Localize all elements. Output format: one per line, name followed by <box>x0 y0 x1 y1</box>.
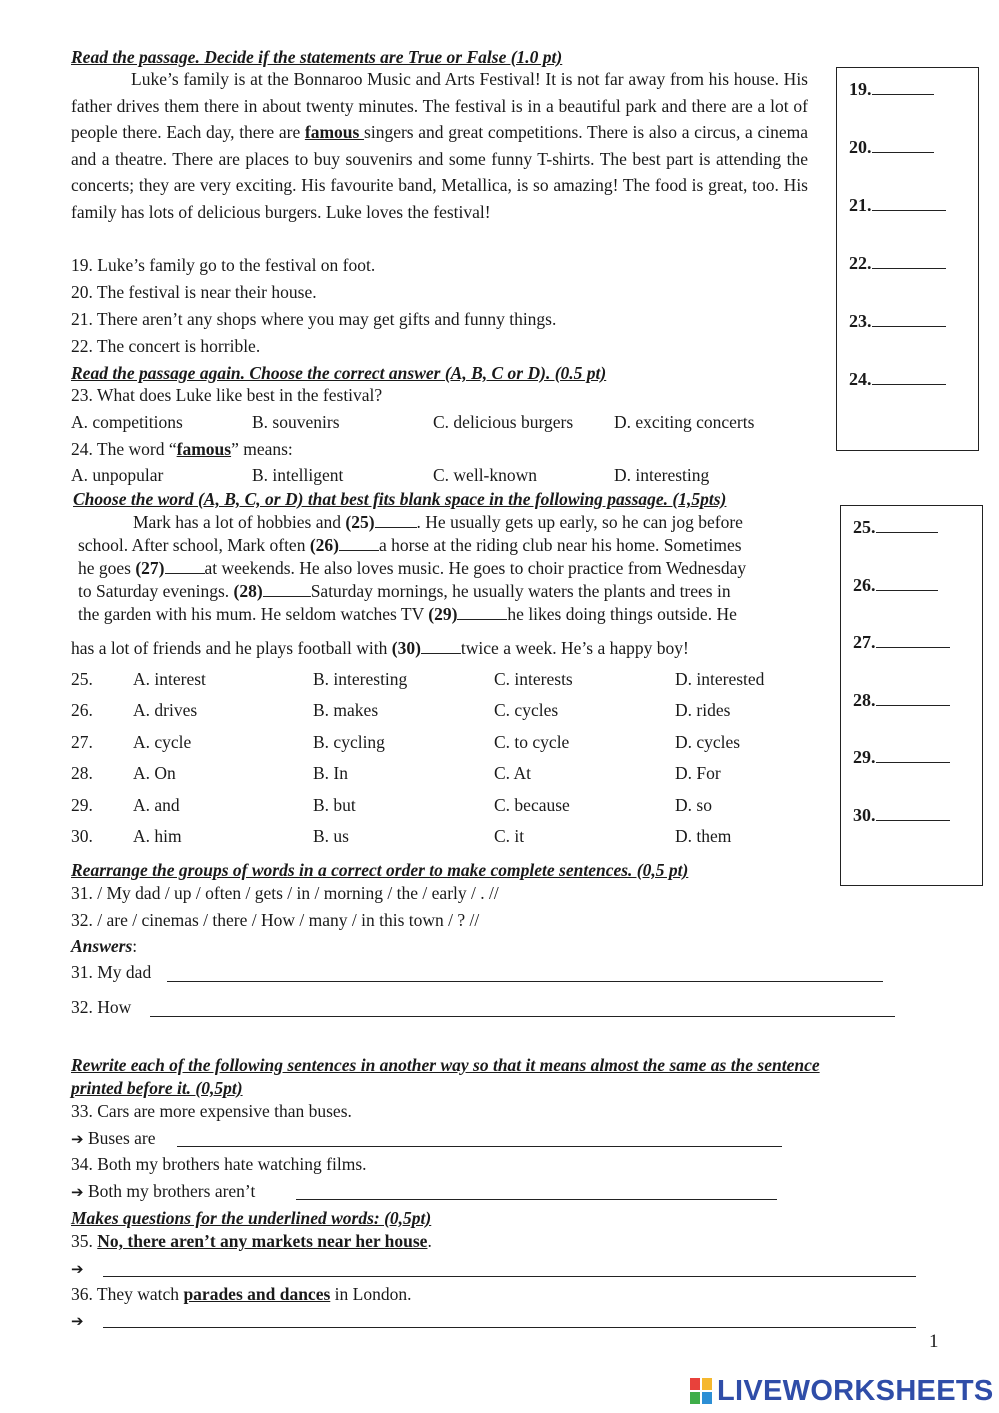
q27-option-d[interactable]: D. cycles <box>675 732 741 752</box>
page-number: 1 <box>929 1331 939 1352</box>
answer-32-prefix: 32. How <box>71 997 132 1017</box>
q35-underlined-words: No, there aren’t any markets near her house <box>97 1231 428 1251</box>
q23-option-d[interactable]: D. exciting concerts <box>614 412 755 432</box>
answers-label: Answers: <box>71 936 138 956</box>
question-34: 34. Both my brothers hate watching films. <box>71 1154 367 1174</box>
q24-option-d[interactable]: D. interesting <box>614 465 710 485</box>
section-6-header: Makes questions for the underlined words: (0,5pt) <box>71 1208 432 1228</box>
answer-slot-21[interactable]: 21. <box>849 194 946 216</box>
answer-34-line[interactable] <box>296 1199 777 1200</box>
answer-33-line[interactable] <box>177 1146 782 1147</box>
answer-35-arrow <box>71 1258 84 1279</box>
q30-option-c[interactable]: C. it <box>494 826 525 846</box>
answer-slot-28[interactable]: 28. <box>853 689 950 711</box>
question-31: 31. / My dad / up / often / gets / in / morning / the / early / . // <box>71 883 499 903</box>
q23-option-a[interactable]: A. competitions <box>71 412 183 432</box>
section-4-header: Rearrange the groups of words in a correct order to make complete sentences. (0,5 pt) <box>71 860 689 880</box>
blank-26[interactable] <box>339 534 379 551</box>
q29-option-b[interactable]: B. but <box>313 795 356 815</box>
cloze-line-5: the garden with his mum. He seldom watches TV (29) he likes doing things outside. He <box>78 604 737 624</box>
q30-option-b[interactable]: B. us <box>313 826 349 846</box>
arrow-icon: ➔ <box>71 1130 84 1148</box>
q24-option-b[interactable]: B. intelligent <box>252 465 344 485</box>
answer-36-arrow <box>71 1310 84 1331</box>
liveworksheets-logo-text: LIVEWORKSHEETS <box>717 1374 994 1407</box>
section-2-header: Read the passage again. Choose the correct answer (A, B, C or D). (0.5 pt) <box>71 363 607 383</box>
question-32: 32. / are / cinemas / there / How / many / in this town / ? // <box>71 910 480 930</box>
q25-option-a[interactable]: A. interest <box>133 669 206 689</box>
answer-32-line[interactable] <box>150 1016 895 1017</box>
q27-number: 27. <box>71 732 93 752</box>
answer-33-prefix: ➔ Buses are <box>71 1128 156 1148</box>
question-36: 36. They watch parades and dances in London. <box>71 1284 412 1304</box>
arrow-icon: ➔ <box>71 1260 84 1278</box>
q28-option-d[interactable]: D. For <box>675 763 721 783</box>
answer-slot-22[interactable]: 22. <box>849 252 946 274</box>
q29-option-d[interactable]: D. so <box>675 795 712 815</box>
section-5-header-line-2: printed before it. (0,5pt) <box>71 1078 243 1098</box>
cloze-line-2: school. After school, Mark often (26) a horse at the riding club near his home. Sometimes <box>78 535 742 555</box>
q25-option-c[interactable]: C. interests <box>494 669 573 689</box>
answer-35-line[interactable] <box>103 1276 916 1277</box>
q30-option-d[interactable]: D. them <box>675 826 732 846</box>
blank-25[interactable] <box>375 511 417 528</box>
q23-option-c[interactable]: C. delicious burgers <box>433 412 574 432</box>
q27-option-b[interactable]: B. cycling <box>313 732 385 752</box>
q25-option-b[interactable]: B. interesting <box>313 669 408 689</box>
answer-slot-27[interactable]: 27. <box>853 631 950 653</box>
q24-option-a[interactable]: A. unpopular <box>71 465 164 485</box>
liveworksheets-logo <box>690 1374 994 1408</box>
answer-36-line[interactable] <box>103 1327 916 1328</box>
answer-slot-25[interactable]: 25. <box>853 516 938 538</box>
q26-option-b[interactable]: B. makes <box>313 700 379 720</box>
arrow-icon: ➔ <box>71 1183 84 1201</box>
q26-number: 26. <box>71 700 93 720</box>
arrow-icon: ➔ <box>71 1312 84 1330</box>
answer-slot-24[interactable]: 24. <box>849 368 946 390</box>
q26-option-c[interactable]: C. cycles <box>494 700 559 720</box>
answer-31-prefix: 31. My dad <box>71 962 152 982</box>
q28-option-b[interactable]: B. In <box>313 763 348 783</box>
answer-box-19-24 <box>836 67 979 451</box>
passage-text-part-2: singers and great competitions. There is also a circus, a cinema and a theatre. There are places to buy souvenirs and some funny T-shirts. The best part is attending the concerts; they are very exciting. His favourite band, Metallica, is so amazing! The food is great, too. His family has lots of delicious burgers. Luke loves the festival! <box>71 122 808 222</box>
section-5-header-line-1: Rewrite each of the following sentences in another way so that it means almost the same as the sentence <box>71 1055 820 1075</box>
statement-21: 21. There aren’t any shops where you may get gifts and funny things. <box>71 309 557 329</box>
blank-28[interactable] <box>263 580 311 597</box>
q28-number: 28. <box>71 763 93 783</box>
statement-20: 20. The festival is near their house. <box>71 282 317 302</box>
q30-option-a[interactable]: A. him <box>133 826 182 846</box>
blank-29[interactable] <box>457 603 507 620</box>
answer-slot-26[interactable]: 26. <box>853 574 938 596</box>
statement-22: 22. The concert is horrible. <box>71 336 261 356</box>
question-35: 35. No, there aren’t any markets near her house. <box>71 1231 432 1251</box>
answer-34-prefix: ➔ Both my brothers aren’t <box>71 1181 256 1201</box>
answer-slot-29[interactable]: 29. <box>853 746 950 768</box>
q26-option-d[interactable]: D. rides <box>675 700 731 720</box>
answer-31-line[interactable] <box>167 981 883 982</box>
liveworksheets-logo-icon <box>690 1378 714 1404</box>
q25-option-d[interactable]: D. interested <box>675 669 765 689</box>
q28-option-a[interactable]: A. On <box>133 763 176 783</box>
cloze-line-4: to Saturday evenings. (28) Saturday mornings, he usually waters the plants and trees in <box>78 581 731 601</box>
answer-slot-30[interactable]: 30. <box>853 804 950 826</box>
festival-passage <box>71 66 808 226</box>
question-33: 33. Cars are more expensive than buses. <box>71 1101 352 1121</box>
cloze-line-3: he goes (27) at weekends. He also loves music. He goes to choir practice from Wednesday <box>78 558 747 578</box>
q25-number: 25. <box>71 669 93 689</box>
q27-option-a[interactable]: A. cycle <box>133 732 192 752</box>
q28-option-c[interactable]: C. At <box>494 763 531 783</box>
q27-option-c[interactable]: C. to cycle <box>494 732 570 752</box>
q24-option-c[interactable]: C. well-known <box>433 465 538 485</box>
question-23: 23. What does Luke like best in the festival? <box>71 385 383 405</box>
q36-underlined-words: parades and dances <box>183 1284 331 1304</box>
q30-number: 30. <box>71 826 93 846</box>
passage-text-part-1: Luke’s family is at the Bonnaroo Music and Arts Festival! It is not far away from his house. His father drives them there in about twenty minutes. The festival is in a beautiful park and there are a lot of people there. Each day, there are <box>71 69 808 143</box>
blank-30[interactable] <box>421 637 461 654</box>
q24-keyword: famous <box>176 439 232 459</box>
q29-option-a[interactable]: A. and <box>133 795 180 815</box>
question-24: 24. The word “famous” means: <box>71 439 293 459</box>
answer-slot-20[interactable]: 20. <box>849 136 934 158</box>
q26-option-a[interactable]: A. drives <box>133 700 198 720</box>
q29-option-c[interactable]: C. because <box>494 795 570 815</box>
statement-19: 19. Luke’s family go to the festival on foot. <box>71 255 376 275</box>
cloze-line-1: Mark has a lot of hobbies and (25) . He usually gets up early, so he can jog before <box>133 512 743 532</box>
q23-option-b[interactable]: B. souvenirs <box>252 412 340 432</box>
answer-slot-23[interactable]: 23. <box>849 310 946 332</box>
cloze-line-6: has a lot of friends and he plays football with (30) twice a week. He’s a happy boy! <box>71 638 689 658</box>
q29-number: 29. <box>71 795 93 815</box>
answer-slot-19[interactable]: 19. <box>849 78 934 100</box>
answer-box-25-30 <box>840 505 983 886</box>
section-3-header: Choose the word (A, B, C, or D) that best fits blank space in the following passage. (1,5pts) <box>73 489 727 509</box>
passage-keyword-famous: famous <box>304 122 365 143</box>
section-1-header: Read the passage. Decide if the statements are True or False (1.0 pt) <box>71 47 563 67</box>
blank-27[interactable] <box>165 557 205 574</box>
